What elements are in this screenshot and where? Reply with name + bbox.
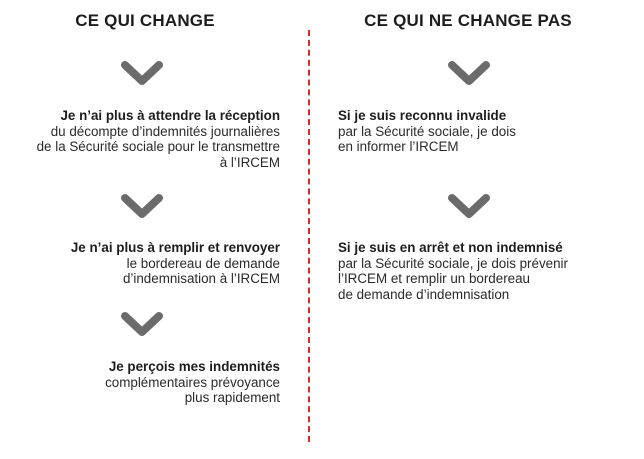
no-change-item-1 — [338, 108, 516, 155]
chevron-down-icon — [120, 60, 164, 88]
chevron-down-icon — [447, 193, 491, 221]
change-item-1-line-3: à l’IRCEM — [219, 154, 280, 170]
change-item-1-line-2: de la Sécurité sociale pour le transmettre — [36, 139, 280, 154]
no-change-item-2 — [338, 240, 568, 302]
no-change-item-1-line-2: en informer l’IRCEM — [338, 139, 459, 154]
column-divider — [308, 30, 310, 442]
change-item-1 — [37, 108, 280, 170]
chevron-down-icon — [120, 311, 164, 339]
column-title-left: CE QUI CHANGE — [75, 11, 215, 30]
no-change-item-1-line-1: par la Sécurité sociale, je dois — [338, 123, 516, 139]
no-change-item-1-heading: Si je suis reconnu invalide — [338, 108, 507, 123]
no-change-item-2-line-3: de demande d’indemnisation — [338, 286, 510, 302]
change-item-2 — [71, 240, 280, 287]
change-item-2-line-2: d’indemnisation à l’IRCEM — [122, 271, 280, 286]
change-item-3-line-1: complémentaires prévoyance — [105, 374, 280, 390]
change-item-2-heading: Je n’ai plus à remplir et renvoyer — [70, 240, 280, 255]
column-title-right: CE QUI NE CHANGE PAS — [364, 11, 572, 30]
chevron-down-icon — [120, 193, 164, 221]
no-change-item-2-line-2: l’IRCEM et remplir un bordereau — [338, 271, 531, 286]
chevron-down-icon — [447, 60, 491, 88]
change-item-3 — [105, 359, 280, 406]
no-change-item-2-heading: Si je suis en arrêt et non indemnisé — [338, 240, 563, 255]
change-item-1-line-1: du décompte d’indemnités journalières — [50, 123, 280, 139]
no-change-item-2-line-1: par la Sécurité sociale, je dois prévenir — [338, 255, 568, 271]
change-item-1-heading: Je n’ai plus à attendre la réception — [60, 108, 280, 123]
change-item-3-line-2: plus rapidement — [184, 390, 280, 405]
change-item-3-heading: Je perçois mes indemnités — [108, 359, 280, 374]
change-item-2-line-1: le bordereau de demande — [126, 255, 280, 271]
